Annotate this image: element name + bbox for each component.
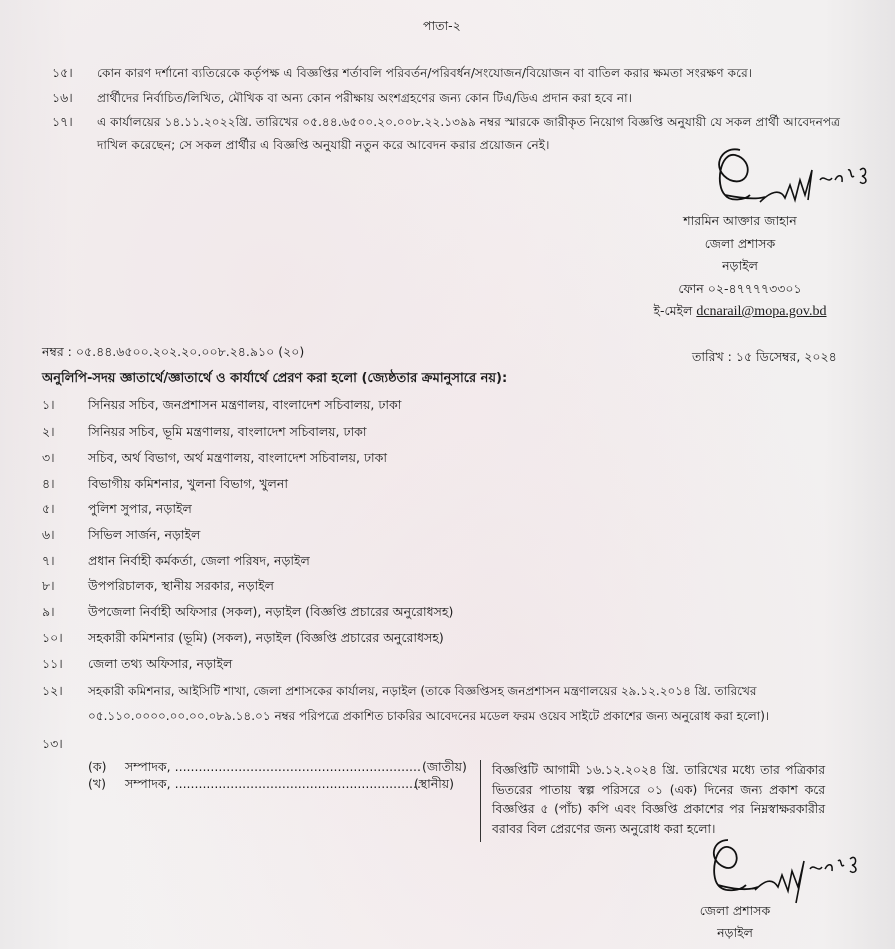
footer-signatory	[670, 900, 800, 944]
recipient-number: ২।	[42, 424, 55, 439]
term-number: ১৫।	[52, 65, 73, 80]
recipient-number: ১৩।	[42, 736, 63, 751]
recipient-text: সিভিল সার্জন, নড়াইল	[88, 527, 201, 542]
recipient-number: ১।	[42, 397, 55, 412]
footer-district: নড়াইল	[717, 925, 753, 940]
editor-type: (জাতীয়)	[422, 759, 467, 774]
memo-date	[692, 349, 837, 365]
vertical-divider	[480, 760, 481, 842]
editor-line: সম্পাদক, ..............................................................	[125, 759, 421, 774]
recipient-number: ৭।	[42, 553, 55, 568]
recipient-number: ১০।	[42, 630, 63, 645]
recipient-text: উপপরিচালক, স্থানীয় সরকার, নড়াইল	[88, 578, 274, 593]
term-text-line1: এ কার্যালয়ের ১৪.১১.২০২২খ্রি. তারিখের ০৫.৪৪.৬৫০০.২০.০০৮.২২.১৩৯৯ নম্বর স্মারকে জারীকৃত নিয়োগ বিজ্ঞপ্তি অনুযায়ী যে সকল প্রার্থী আবেদনপত্র	[97, 115, 841, 129]
recipient-number: ১১।	[42, 656, 63, 671]
editor-label: (খ)	[88, 776, 106, 791]
memo-date-value: ১৫ ডিসেম্বর, ২০২৪	[735, 349, 837, 364]
signatory-phone	[640, 278, 840, 301]
recipient-text-line1: সহকারী কমিশনার, আইসিটি শাখা, জেলা প্রশাসকের কার্যালয়, নড়াইল (তাকে বিজ্ঞপ্তিসহ জনপ্রশাসন মন্ত্রণালয়ের ২৯.১২.২০১৪ খ্রি. তারিখের	[88, 684, 757, 698]
term-number: ১৭।	[52, 114, 73, 129]
recipient-number: ৯।	[42, 604, 55, 619]
recipient-number: ৪।	[42, 476, 55, 491]
email-link[interactable]: dcnarail@mopa.gov.bd	[696, 304, 827, 319]
recipient-number: ৩।	[42, 450, 55, 465]
memo-number	[42, 344, 304, 360]
term-text: কোন কারণ দর্শানো ব্যতিরেকে কর্তৃপক্ষ এ বিজ্ঞপ্তির শর্তাবলি পরিবর্তন/পরিবর্ধন/সংযোজন/বিয়োজন বা বাতিল করার ক্ষমতা সংরক্ষণ করে।	[97, 66, 753, 80]
term-text-line2: দাখিল করেছেন; সে সকল প্রার্থীর এ বিজ্ঞপ্তি অনুযায়ী নতুন করে আবেদন করার প্রয়োজন নেই।	[97, 138, 550, 152]
recipient-number: ১২।	[42, 683, 63, 698]
signature-icon	[700, 835, 870, 905]
publication-notice: বিজ্ঞপ্তিটি আগামী ১৬.১২.২০২৪ খ্রি. তারিখের মধ্যে তার পত্রিকার ভিতরের পাতায় স্বল্প পরিসরে ০১ (এক) দিনের জন্য প্রকাশ করে বিজ্ঞপ্তির ৫ (পাঁচ) কপি এবং বিজ্ঞপ্তি প্রকাশের পর নিম্নস্বাক্ষরকারীর বরাবর বিল প্রেরণের জন্য অনুরোধ করা হলো।	[492, 763, 825, 836]
memo-number-label: নম্বর :	[42, 344, 72, 359]
recipient-text: উপজেলা নির্বাহী অফিসার (সকল), নড়াইল (বিজ্ঞপ্তি প্রচারের অনুরোধসহ)	[88, 604, 454, 619]
phone-value: ০২-৪৭৭৭৭৩৩০১	[707, 280, 802, 296]
recipient-text: জেলা তথ্য অফিসার, নড়াইল	[88, 656, 233, 671]
recipient-text: সিনিয়র সচিব, জনপ্রশাসন মন্ত্রণালয়, বাংলাদেশ সচিবালয়, ঢাকা	[88, 397, 402, 412]
signatory-designation: জেলা প্রশাসক	[704, 235, 776, 251]
term-number: ১৬।	[52, 90, 73, 105]
memo-date-label: তারিখ :	[692, 349, 732, 364]
email-label: ই-মেইল	[653, 303, 693, 318]
memo-number-value: ০৫.৪৪.৬৫০০.২০২.২০.০০৮.২৪.৯১০ (২০)	[75, 344, 305, 359]
recipient-text-line2: ০৫.১১০.০০০০.০০.০০.০৮৯.১৪.০১ নম্বর পরিপত্রে প্রকাশিত চাকরির আবেদনের মডেল ফরম ওয়েব সাইটে প্রকাশের জন্য অনুরোধ করা হলো)।	[88, 709, 770, 723]
signature-icon	[700, 140, 890, 220]
signatory-block	[640, 210, 840, 324]
copy-heading: অনুলিপি-সদয় জ্ঞাতার্থে/জ্ঞাতার্থে ও কার্যার্থে প্রেরণ করা হলো (জ্যেষ্ঠতার ক্রমানুসারে নয়):	[42, 371, 508, 386]
recipient-text: প্রধান নির্বাহী কর্মকর্তা, জেলা পরিষদ, নড়াইল	[88, 553, 310, 568]
signatory-name: শারমিন আক্তার জাহান	[683, 213, 797, 228]
recipient-text: বিভাগীয় কমিশনার, খুলনা বিভাগ, খুলনা	[88, 476, 288, 491]
recipient-text: সিনিয়র সচিব, ভূমি মন্ত্রণালয়, বাংলাদেশ সচিবালয়, ঢাকা	[88, 424, 367, 439]
recipient-text: সহকারী কমিশনার (ভূমি) (সকল), নড়াইল (বিজ্ঞপ্তি প্রচারের অনুরোধসহ)	[88, 630, 444, 645]
editor-type: (স্থানীয়)	[414, 776, 455, 791]
editor-label: (ক)	[88, 759, 107, 774]
recipient-number: ৫।	[42, 501, 55, 516]
footer-designation: জেলা প্রশাসক	[699, 903, 771, 918]
page-label: পাতা-২	[423, 18, 461, 33]
recipient-number: ৮।	[42, 578, 55, 593]
signatory-email	[640, 300, 840, 324]
recipient-text: সচিব, অর্থ বিভাগ, অর্থ মন্ত্রণালয়, বাংলাদেশ সচিবালয়, ঢাকা	[88, 450, 388, 465]
phone-label: ফোন	[678, 280, 704, 296]
signatory-district: নড়াইল	[722, 258, 758, 273]
recipient-number: ৬।	[42, 527, 55, 542]
term-text: প্রার্থীদের নির্বাচিত/লিখিত, মৌখিক বা অন্য কোন পরীক্ষায় অংশগ্রহণের জন্য কোন টিএ/ডিএ প্রদান করা হবে না।	[97, 91, 633, 105]
recipient-text: পুলিশ সুপার, নড়াইল	[88, 501, 192, 516]
editor-line: সম্পাদক, ..............................................................	[125, 776, 421, 791]
